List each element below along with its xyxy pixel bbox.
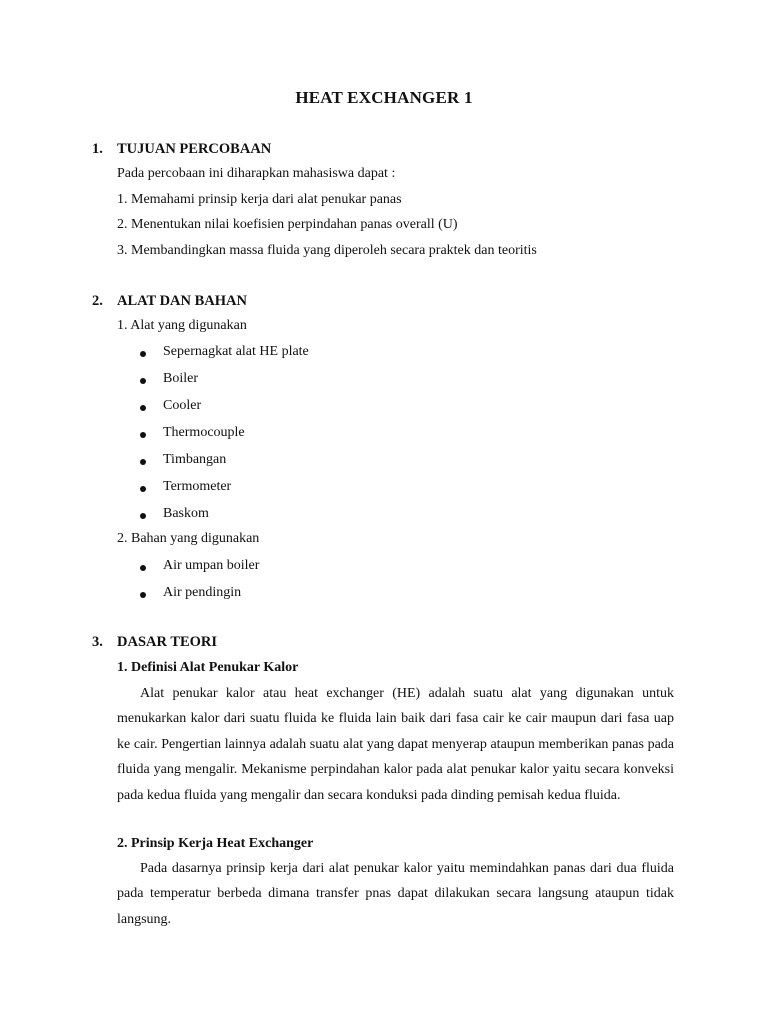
bullet-icon	[140, 486, 146, 492]
section-3-heading: DASAR TEORI	[117, 634, 218, 650]
section-2-number: 2.	[92, 293, 103, 309]
tool-item: Boiler	[163, 371, 198, 386]
bullet-icon	[140, 513, 146, 519]
bullet-icon	[140, 405, 146, 411]
tool-item: Thermocouple	[163, 425, 245, 440]
subsection-2-heading: 2. Prinsip Kerja Heat Exchanger	[117, 836, 314, 851]
subsection-1-heading: 1. Definisi Alat Penukar Kalor	[117, 660, 299, 675]
section-1-heading: TUJUAN PERCOBAAN	[117, 141, 272, 157]
subsection-1-paragraph: Alat penukar kalor atau heat exchanger (HE) adalah suatu alat yang digunakan untuk menukarkan kalor dari suatu fluida ke fluida lain baik dari fasa cair ke cair maupun dari fasa uap ke cair. Pengertian lainnya adalah suatu alat yang dapat menyerap ataupun memberikan panas pada fluida yang mengalir. Mekanisme perpindahan kalor pada alat penukar kalor yaitu secara konveksi pada kedua fluida yang mengalir dan secara konduksi pada dinding pemisah kedua fluida.	[117, 686, 674, 803]
bullet-icon	[140, 351, 146, 357]
objective-item-2: 2. Menentukan nilai koefisien perpindahan panas overall (U)	[117, 217, 458, 232]
tool-item: Baskom	[163, 506, 209, 521]
bullet-icon	[140, 459, 146, 465]
bullet-icon	[140, 378, 146, 384]
section-3-number: 3.	[92, 634, 103, 650]
bullet-icon	[140, 432, 146, 438]
section-2-heading: ALAT DAN BAHAN	[117, 293, 247, 309]
tool-item: Termometer	[163, 479, 232, 494]
bullet-icon	[140, 565, 146, 571]
material-item: Air pendingin	[163, 585, 242, 600]
tool-item: Cooler	[163, 398, 202, 413]
tool-item: Sepernagkat alat HE plate	[163, 344, 309, 359]
objective-item-1: 1. Memahami prinsip kerja dari alat penukar panas	[117, 192, 402, 207]
tools-label: 1. Alat yang digunakan	[117, 318, 247, 333]
bullet-icon	[140, 592, 146, 598]
document-title: HEAT EXCHANGER 1	[295, 88, 473, 107]
objective-item-3: 3. Membandingkan massa fluida yang diperoleh secara praktek dan teoritis	[117, 243, 537, 258]
section-1-intro: Pada percobaan ini diharapkan mahasiswa dapat :	[117, 166, 396, 181]
materials-label: 2. Bahan yang digunakan	[117, 531, 260, 546]
subsection-2-paragraph: Pada dasarnya prinsip kerja dari alat penukar kalor yaitu memindahkan panas dari dua fluida pada temperatur berbeda dimana transfer pnas dapat dilakukan secara langsung ataupun tidak langsung.	[117, 861, 674, 927]
section-1-number: 1.	[92, 141, 103, 157]
tool-item: Timbangan	[163, 452, 227, 467]
material-item: Air umpan boiler	[163, 558, 260, 573]
